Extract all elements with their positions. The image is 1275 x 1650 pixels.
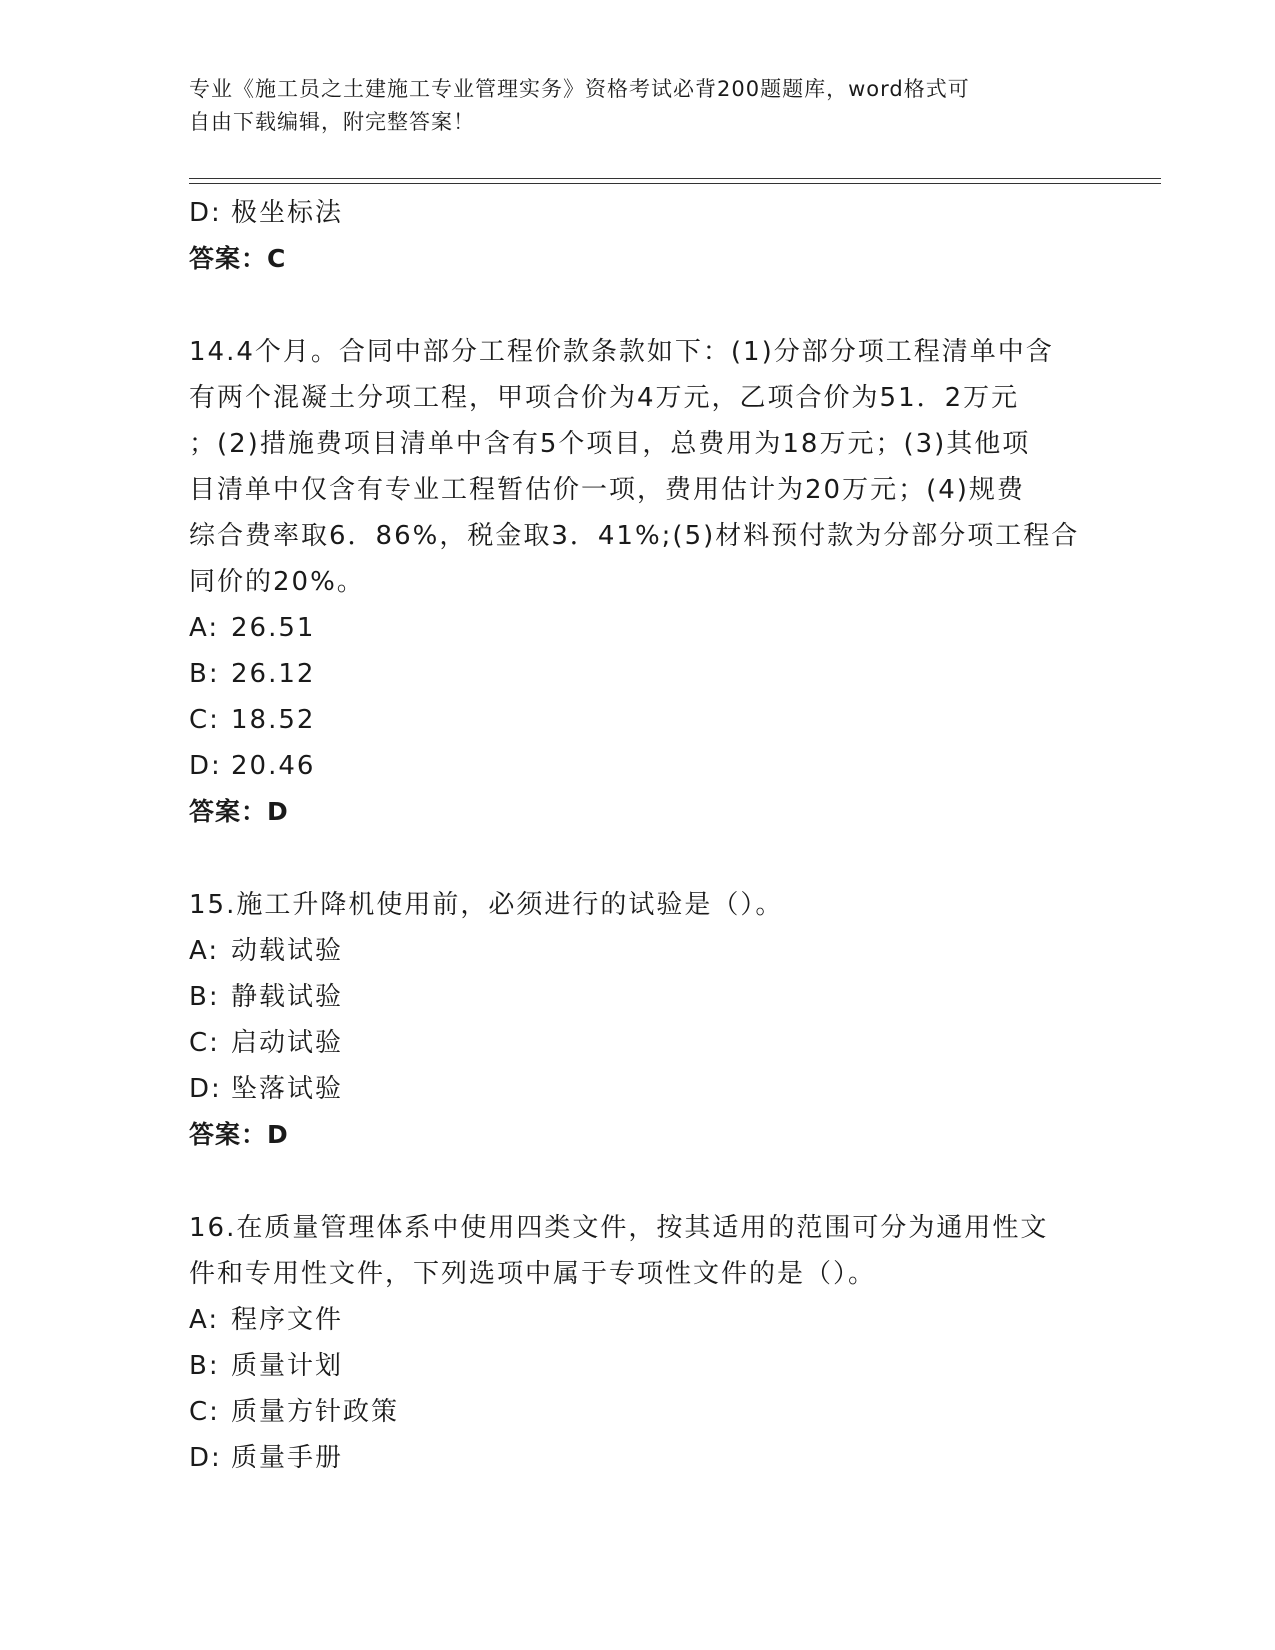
option-letter: A: xyxy=(189,936,220,966)
option-letter: A: xyxy=(189,1305,220,1335)
option-text: 26.51 xyxy=(231,613,316,643)
answer-14: 答案：D xyxy=(189,797,289,826)
option-c xyxy=(189,1020,1089,1066)
answer-13: 答案：C xyxy=(189,244,287,273)
option-c xyxy=(189,1389,1089,1435)
option-b xyxy=(189,651,1089,697)
spacer xyxy=(189,1158,1089,1205)
question-stem-line: 15.施工升降机使用前，必须进行的试验是（）。 xyxy=(189,890,784,920)
option-letter: D: xyxy=(189,1074,222,1104)
option-text: 极坐标法 xyxy=(231,198,344,228)
question-stem-line: 16.在质量管理体系中使用四类文件，按其适用的范围可分为通用性文 xyxy=(189,1213,1049,1243)
option-text: 启动试验 xyxy=(231,1028,344,1058)
question-stem-line: 目清单中仅含有专业工程暂估价一项，费用估计为20万元；(4)规费 xyxy=(189,475,1025,505)
option-letter: C: xyxy=(189,1397,220,1427)
option-d xyxy=(189,1435,1089,1481)
option-text: 动载试验 xyxy=(231,936,344,966)
option-d xyxy=(189,190,1089,236)
option-letter: B: xyxy=(189,1351,220,1381)
question-stem-line: 综合费率取6．86%，税金取3．41%;(5)材料预付款为分部分项工程合 xyxy=(189,521,1080,551)
option-text: 26.12 xyxy=(231,659,316,689)
option-d xyxy=(189,743,1089,789)
option-text: 20.46 xyxy=(231,751,316,781)
option-text: 坠落试验 xyxy=(231,1074,344,1104)
answer-15: 答案：D xyxy=(189,1120,289,1149)
spacer xyxy=(189,282,1089,329)
question-stem-line: 有两个混凝土分项工程，甲项合价为4万元，乙项合价为51．2万元 xyxy=(189,383,1020,413)
spacer xyxy=(189,835,1089,882)
option-letter: B: xyxy=(189,659,220,689)
question-15 xyxy=(189,882,1089,1158)
option-b xyxy=(189,1343,1089,1389)
option-letter: B: xyxy=(189,982,220,1012)
question-16 xyxy=(189,1205,1089,1481)
page-header xyxy=(189,73,1089,139)
question-stem-line: 同价的20%。 xyxy=(189,567,365,597)
option-text: 质量方针政策 xyxy=(231,1397,400,1427)
option-letter: C: xyxy=(189,705,220,735)
header-line-1: 专业《施工员之土建施工专业管理实务》资格考试必背200题题库，word格式可 xyxy=(189,77,970,101)
option-letter: D: xyxy=(189,1443,222,1473)
option-a xyxy=(189,605,1089,651)
question-stem-line: 件和专用性文件，下列选项中属于专项性文件的是（）。 xyxy=(189,1259,877,1289)
option-a xyxy=(189,1297,1089,1343)
option-text: 静载试验 xyxy=(231,982,344,1012)
option-letter: C: xyxy=(189,1028,220,1058)
option-text: 质量手册 xyxy=(231,1443,344,1473)
option-text: 程序文件 xyxy=(231,1305,344,1335)
question-stem-line: ；(2)措施费项目清单中含有5个项目，总费用为18万元；(3)其他项 xyxy=(189,429,1031,459)
option-text: 18.52 xyxy=(231,705,316,735)
question-content xyxy=(189,190,1089,1481)
header-line-2: 自由下载编辑，附完整答案！ xyxy=(189,110,475,134)
header-rule-top xyxy=(189,178,1161,179)
header-rule-bottom xyxy=(189,183,1161,184)
option-b xyxy=(189,974,1089,1020)
option-d xyxy=(189,1066,1089,1112)
option-a xyxy=(189,928,1089,974)
option-letter: A: xyxy=(189,613,220,643)
question-stem-line: 14.4个月。合同中部分工程价款条款如下：(1)分部分项工程清单中含 xyxy=(189,337,1054,367)
question-14 xyxy=(189,329,1089,835)
option-letter: D: xyxy=(189,751,222,781)
option-text: 质量计划 xyxy=(231,1351,344,1381)
option-c xyxy=(189,697,1089,743)
option-letter: D: xyxy=(189,198,222,228)
